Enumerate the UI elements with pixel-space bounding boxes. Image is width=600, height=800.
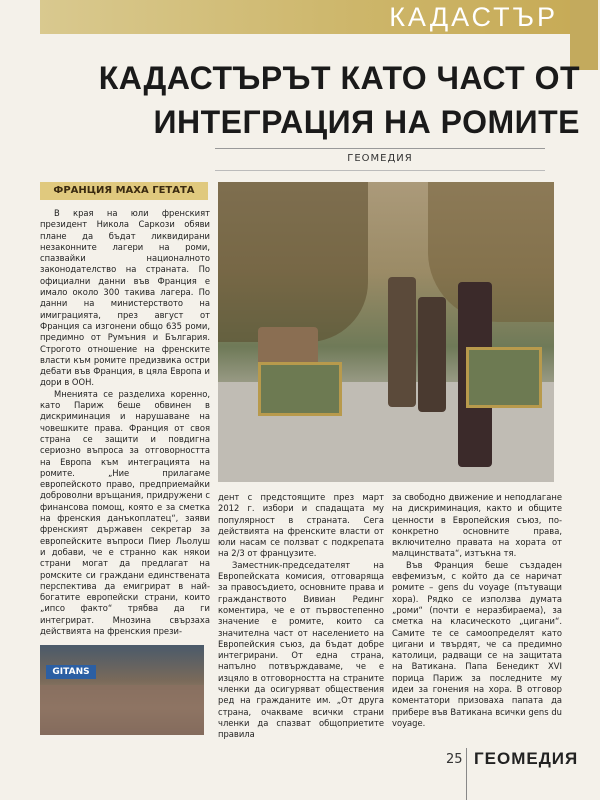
subheading: ФРАНЦИЯ МАХА ГЕТАТА bbox=[40, 182, 208, 200]
paragraph: В края на юли френският президент Никола Саркози обяви плане да бъдат ликвидирани незаконните лагери на роми, спазвайки националното законодателство на страната. По официални данни във Франция е имало около 300 такива лагера. По данни на министерството на имиграцията, през август от Франция са изгонени общо 635 роми, предимно от Румъния и България. Строгото отношение на френските власти към ромите предизвика остри дебати във Франция, в цяла Европа и дори в ООН. bbox=[40, 208, 210, 388]
photo-painting bbox=[466, 347, 542, 408]
text-column-1 bbox=[40, 208, 210, 637]
photo-tree bbox=[218, 182, 368, 342]
protest-sign: GITANS bbox=[46, 665, 96, 679]
section-header-bar bbox=[40, 0, 570, 34]
brand-logo: ГЕОМЕДИЯ bbox=[474, 749, 579, 768]
byline-rule-top bbox=[215, 148, 545, 149]
footer-divider bbox=[466, 748, 467, 800]
article-title bbox=[60, 56, 580, 144]
paragraph: Заместник-председателят на Европейската комисия, отговаряща за правосъдието, основните права и гражданството Вивиан Рединг коментира, че е от първостепенно значение е ромите, които са значителна част от населението на Европейския съюз, да бъдат добре интегрирани. От една страна, напълно потвърждаваме, че е изцяло в отговорността на страните членки да осигуряват обществения ред на гражданите им. „От друга страна, очакваме всички страни членки да спазват общоприетите правила bbox=[218, 559, 384, 740]
photo-person bbox=[388, 277, 416, 407]
byline-rule-bottom bbox=[215, 170, 545, 171]
title-line-2: ИНТЕГРАЦИЯ НА РОМИТЕ bbox=[153, 104, 580, 140]
text-column-2 bbox=[218, 492, 384, 741]
byline: ГЕОМЕДИЯ bbox=[347, 153, 413, 164]
paragraph: Във Франция беше създаден евфемизъм, с който да се наричат ромите – gens du voyage (пътуващи хора). Рядко се използва думата „роми“ (почти е неразбираема), за сметка на класическото „цигани“. Самите те се самоопределят като цигани и твърдят, че са предимно католици, радващи се на защитата на Ватикана. Папа Бенедикт XVI порица Париж за последните му идеи за гонения на хора. В отговор коментатори призоваха папата да прибере във Ватикана всички gens du voyage. bbox=[392, 559, 562, 728]
photo-painting bbox=[258, 362, 342, 416]
title-line-1: КАДАСТЪРЪТ КАТО ЧАСТ ОТ bbox=[98, 60, 580, 96]
paragraph: Мненията се разделиха коренно, като Париж беше обвинен в дискриминация и нарушаване на човешките права. Франция от своя страна се защити и повдигна сериозно въпроса за отговорността на Европа към интеграцията на ромите. „Ние прилагаме европейското право, предприемайки доброволни връщания, придружени с финансова помощ, която е за сметка на френския данъкоплатец“, заяви френският държавен секретар за европейските въпроси Пиер Льолуш и добави, че е странно как някои страни могат да предлагат на ромските си граждани единствената перспектива да емигрират в най-богатите европейски страни, които „ипсо факто“ трябва да ги интегрират. Мнозина свързаха действията на френския прези- bbox=[40, 388, 210, 636]
section-label: КАДАСТЪР bbox=[389, 2, 558, 32]
photo-person bbox=[418, 297, 446, 412]
page-number: 25 bbox=[446, 752, 463, 767]
photo-person bbox=[258, 327, 318, 367]
crowd-photo bbox=[40, 645, 204, 735]
main-photo bbox=[218, 182, 554, 482]
photo-crowd bbox=[40, 685, 204, 735]
text-column-3 bbox=[392, 492, 562, 729]
paragraph: дент с предстоящите през март 2012 г. избори и спадащата му популярност в страната. Сега действията на френските власти от юли насам се ползват с подкрепата на 2/3 от французите. bbox=[218, 492, 384, 559]
paragraph: за свободно движение и неподлагане на дискриминация, както и общите ценности в Европейския съюз, по-конкретно основните права, включително правата на хората от малцинствата“, изтъкна тя. bbox=[392, 492, 562, 559]
